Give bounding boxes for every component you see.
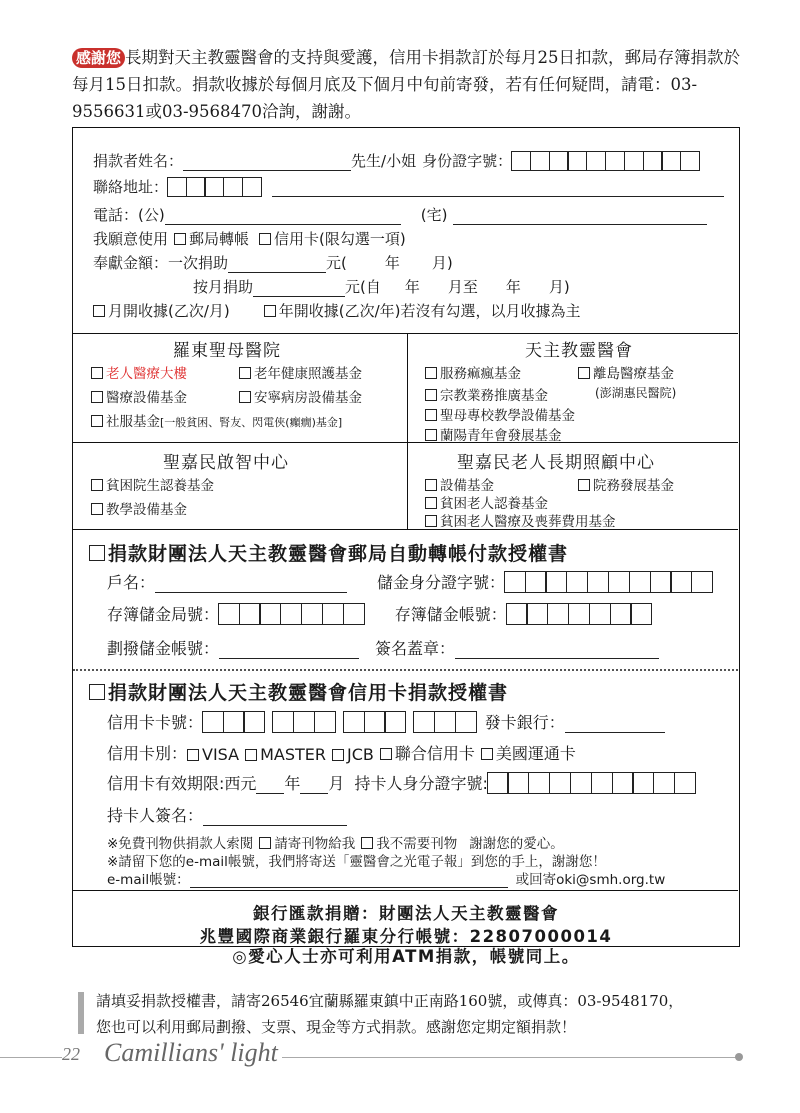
address-field[interactable] [272, 180, 724, 197]
publication-row [107, 832, 564, 852]
post-transfer-row [107, 636, 659, 659]
card-type-amex: 美國運通卡 [495, 744, 576, 763]
post-seal-field[interactable] [455, 642, 659, 659]
donation-form [72, 127, 740, 966]
donor-title-label: 先生/小姐 [351, 152, 417, 170]
fund-label: 貧困院生認養基金 [106, 478, 214, 494]
credit-card-checkbox[interactable] [259, 233, 271, 245]
fund-checkbox[interactable] [91, 415, 103, 427]
fund-label: 老年健康照護基金 [254, 366, 362, 382]
post-transfer-label: 郵局轉帳 [189, 230, 250, 248]
monthly-month-to: 月至 [447, 278, 478, 296]
fund-label: 醫療設備基金 [106, 390, 187, 406]
email-note: ※請留下您的e-mail帳號，我們將寄送「靈醫會之光電子報」到您的手上，謝謝您！ [107, 854, 606, 870]
onetime-amount-row [93, 252, 453, 273]
post-seal-label: 簽名蓋章： [375, 639, 456, 658]
donor-name-label: 捐款者姓名： [93, 152, 184, 170]
footer-rule-left [0, 1057, 62, 1058]
card-holder-id-label: 持卡人身分證字號: [354, 774, 488, 793]
intro-body: 長期對天主教靈醫會的支持與愛護，信用卡捐款訂於每月25日扣款，郵局存簿捐款於每月15日扣款。捐款收據於每個月底及下個月中旬前寄發，若有任何疑問，請電：03-9556631或03-9568470洽詢，謝謝。 [72, 48, 741, 121]
footer-line-1: 請填妥捐款授權書，請寄26546宜蘭縣羅東鎮中正南路160號，或傳真：03-9548170， [96, 992, 684, 1010]
dotted-divider [73, 669, 738, 671]
fund-label: 教學設備基金 [106, 502, 187, 518]
email-field[interactable] [190, 874, 508, 888]
footer-rule-right [282, 1057, 737, 1058]
brand-logo: Camillians' light [104, 1038, 278, 1067]
receipt-monthly-label: 月開收據(乙次/月) [108, 302, 230, 320]
divider [73, 529, 738, 530]
home-phone-label: (宅) [420, 206, 448, 224]
card-type-checkbox[interactable] [332, 749, 344, 761]
card-type-checkbox[interactable] [481, 748, 493, 760]
card-auth-checkbox[interactable] [89, 684, 105, 700]
card-number-group[interactable] [273, 711, 335, 733]
post-holder-label: 戶名： [107, 573, 156, 592]
thanks-note: 謝謝您的愛心。 [469, 836, 564, 852]
credit-card-label: 信用卡(限勾選一項) [274, 230, 406, 248]
office-phone-label: 電話：(公) [93, 206, 165, 224]
fund-label: 院務發展基金 [593, 478, 674, 494]
card-type-visa: VISA [202, 745, 240, 764]
card-sign-row [107, 803, 347, 826]
home-phone-field[interactable] [453, 208, 707, 225]
card-number-label: 信用卡卡號： [107, 713, 204, 732]
divider [73, 333, 738, 334]
monthly-amount-field[interactable] [253, 280, 345, 297]
page-number: 22 [62, 1044, 80, 1064]
card-expiry-year-field[interactable] [256, 777, 284, 794]
divider [407, 333, 408, 529]
address-label: 聯絡地址： [93, 178, 169, 196]
post-holder-row [107, 570, 713, 593]
card-expiry-month-field[interactable] [300, 777, 328, 794]
card-expiry-row [107, 771, 696, 794]
card-expiry-year-label: 年 [284, 774, 301, 793]
card-number-row [107, 710, 665, 733]
fund-label: 離島醫療基金 [593, 366, 674, 382]
fund-checkbox[interactable] [425, 389, 437, 401]
post-holder-field[interactable] [155, 576, 347, 593]
stjoseph-title: 聖嘉民啟智中心 [163, 453, 289, 473]
email-return: 或回寄oki@smh.org.tw [515, 872, 666, 888]
fund-checkbox[interactable] [91, 503, 103, 515]
card-holder-id-boxes[interactable] [488, 772, 696, 794]
phone-row [93, 204, 707, 225]
footer-text [96, 988, 683, 1040]
monthly-label: 按月捐助 [193, 278, 254, 296]
post-transfer-label: 劃撥儲金帳號： [107, 639, 220, 658]
send-publication-checkbox[interactable] [259, 837, 271, 849]
fund-label: 聖母專校教學設備基金 [440, 408, 575, 424]
receipt-row [93, 300, 581, 321]
card-type-checkbox[interactable] [380, 748, 392, 760]
post-account-label: 存簿儲金帳號： [394, 605, 507, 624]
receipt-yearly-checkbox[interactable] [264, 305, 276, 317]
card-number-group[interactable] [414, 711, 476, 733]
post-transfer-checkbox[interactable] [174, 233, 186, 245]
card-type-checkbox[interactable] [187, 749, 199, 761]
monthly-end-year: 年 [505, 278, 521, 296]
onetime-year-label: 年 [384, 254, 400, 272]
fund-checkbox[interactable] [425, 479, 437, 491]
post-transfer-field[interactable] [219, 642, 359, 659]
zip-boxes[interactable] [168, 177, 262, 197]
card-type-checkbox[interactable] [245, 749, 257, 761]
method-label: 我願意使用 [93, 230, 169, 248]
card-type-label: 信用卡別： [107, 744, 188, 763]
post-auth-checkbox[interactable] [89, 545, 105, 561]
donor-id-label: 身份證字號： [422, 152, 513, 170]
fund-label: 貧困老人認養基金 [440, 496, 548, 512]
post-id-label: 儲金身分證字號： [377, 573, 506, 592]
fund-label: 老人醫療大樓 [106, 366, 187, 382]
monthly-unit: 元(自 [345, 278, 381, 296]
no-publication-label: 我不需要刊物 [376, 836, 458, 852]
fund-checkbox[interactable] [239, 391, 251, 403]
card-expiry-label: 信用卡有效期限:西元 [107, 774, 257, 793]
post-id-boxes[interactable] [505, 571, 713, 593]
onetime-label: 奉獻金額：一次捐助 [93, 254, 229, 272]
card-type-jcb: JCB [346, 745, 374, 764]
office-phone-field[interactable] [165, 208, 401, 225]
receipt-monthly-checkbox[interactable] [93, 305, 105, 317]
fund-checkbox[interactable] [425, 367, 437, 379]
card-type-union: 聯合信用卡 [394, 744, 475, 763]
lotung-title: 羅東聖母醫院 [173, 341, 281, 361]
fund-label: 社服基金 [106, 414, 160, 430]
card-expiry-month-label: 月 [328, 774, 345, 793]
post-auth-title-text: 捐款財團法人天主教靈醫會郵局自動轉帳付款授權書 [108, 543, 569, 565]
email-label: e-mail帳號： [107, 872, 190, 888]
card-sign-field[interactable] [203, 809, 347, 826]
fund-label: 服務痲瘋基金 [440, 366, 521, 382]
elder-title: 聖嘉民老人長期照顧中心 [457, 453, 655, 473]
post-branch-boxes[interactable] [219, 603, 365, 625]
footer-bar [78, 992, 84, 1034]
monthly-start-year: 年 [404, 278, 420, 296]
publication-note: ※免費刊物供捐款人索閱 [107, 836, 254, 852]
fund-checkbox[interactable] [91, 479, 103, 491]
post-account-boxes[interactable] [507, 603, 653, 625]
method-row [93, 228, 406, 249]
fund-label: 貧困老人醫療及喪葬費用基金 [440, 514, 616, 530]
address-row [93, 176, 724, 197]
card-type-master: MASTER [260, 745, 326, 764]
camillian-title: 天主教靈醫會 [525, 341, 633, 361]
fund-label: 設備基金 [440, 478, 494, 494]
post-branch-row [107, 602, 652, 625]
fund-checkbox[interactable] [425, 515, 437, 527]
monthly-amount-row [193, 276, 570, 297]
no-publication-checkbox[interactable] [361, 837, 373, 849]
fund-note: [一般貧困、腎友、閃電俠(癲癇)基金] [160, 416, 343, 429]
fund-checkbox[interactable] [425, 497, 437, 509]
fund-checkbox[interactable] [578, 367, 590, 379]
donor-name-field[interactable] [183, 154, 351, 171]
footer-line-2: 您也可以利用郵局劃撥、支票、現金等方式捐款。感謝您定期定額捐款！ [96, 1018, 577, 1036]
fund-checkbox[interactable] [91, 367, 103, 379]
bank-line-3: ◎愛心人士亦可利用ATM捐款，帳號同上。 [232, 947, 580, 966]
fund-checkbox[interactable] [425, 409, 437, 421]
card-sign-label: 持卡人簽名： [107, 806, 204, 825]
divider [73, 890, 738, 891]
onetime-month-label: 月) [431, 254, 453, 272]
card-auth-title [89, 678, 508, 705]
fund-checkbox[interactable] [239, 367, 251, 379]
email-row [107, 868, 665, 888]
card-number-group[interactable] [344, 711, 406, 733]
card-bank-label: 發卡銀行： [484, 713, 565, 732]
bank-line-2: 兆豐國際商業銀行羅東分行帳號：22807000014 [199, 927, 613, 946]
fund-label: 安寧病房設備基金 [254, 390, 362, 406]
fund-label: 蘭陽青年會發展基金 [440, 428, 562, 444]
card-bank-field[interactable] [565, 716, 665, 733]
intro-text [72, 44, 752, 125]
fund-checkbox[interactable] [425, 429, 437, 441]
donor-name-row [93, 150, 700, 171]
post-auth-title [89, 539, 568, 566]
divider [73, 442, 738, 443]
bank-line-1: 銀行匯款捐贈：財團法人天主教靈醫會 [253, 904, 559, 923]
card-auth-title-text: 捐款財團法人天主教靈醫會信用卡捐款授權書 [108, 682, 509, 704]
fund-checkbox[interactable] [91, 391, 103, 403]
monthly-end-month: 月) [548, 278, 570, 296]
penghu-note: (澎湖惠民醫院) [595, 386, 677, 400]
onetime-amount-field[interactable] [228, 256, 326, 273]
fund-checkbox[interactable] [578, 479, 590, 491]
donor-id-boxes[interactable] [512, 151, 700, 171]
onetime-unit: 元( [326, 254, 347, 272]
fund-label: 宗教業務推廣基金 [440, 388, 548, 404]
footer-dot [735, 1053, 743, 1061]
card-number-group[interactable] [203, 711, 265, 733]
receipt-yearly-label: 年開收據(乙次/年)若沒有勾選，以月收據為主 [278, 302, 581, 320]
post-branch-label: 存簿儲金局號： [107, 605, 220, 624]
thank-you-badge: 感謝您 [72, 48, 125, 68]
card-type-row [107, 741, 576, 764]
send-publication-label: 請寄刊物給我 [274, 836, 356, 852]
